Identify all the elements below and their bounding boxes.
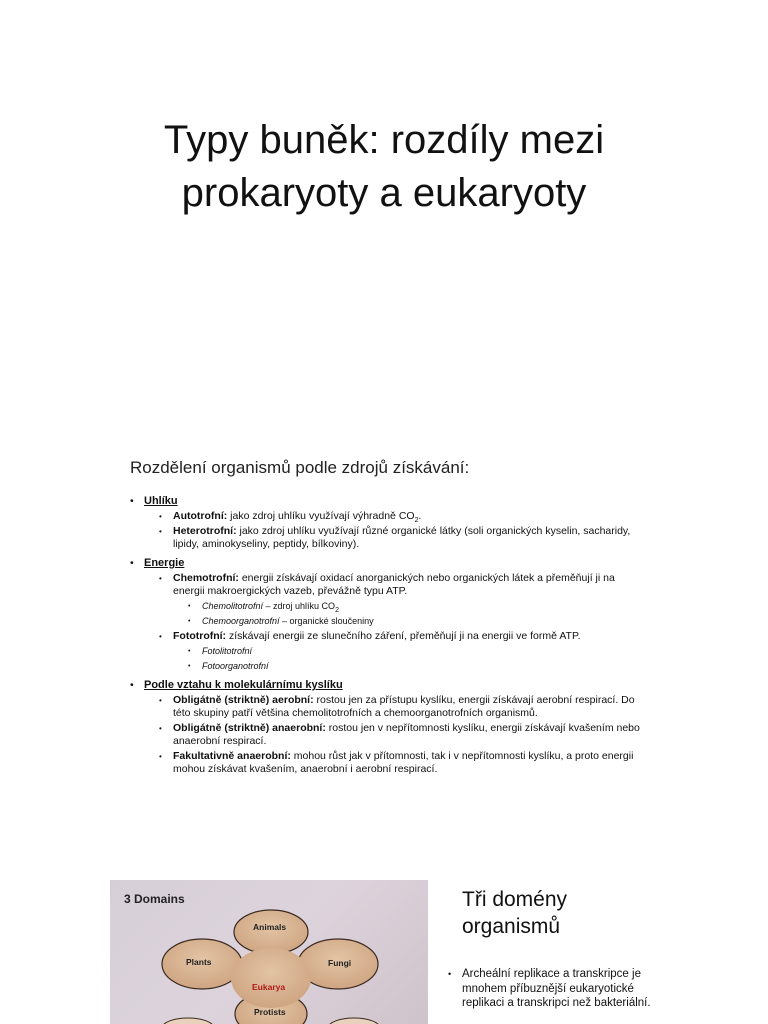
label-animals: Animals	[253, 922, 287, 932]
list-item-aerobni	[128, 694, 648, 720]
label-fungi: Fungi	[328, 958, 352, 968]
list-item-fotoorganotrofni	[128, 660, 648, 673]
petal-lower-right	[328, 1018, 380, 1024]
definition: – zdroj uhlíku CO	[263, 601, 336, 611]
bullet-icon: •	[159, 724, 162, 733]
list-item-fotolitotrofni	[128, 645, 648, 658]
bullet-icon: •	[130, 495, 134, 507]
definition: energii získávají oxidací anorganických nebo organických látek a přeměňují ji na energii makroergických vazeb, převážně typu ATP.	[173, 572, 615, 597]
term: Heterotrofní:	[173, 525, 237, 537]
slide-title-line-2: prokaryoty a eukaryoty	[181, 171, 587, 215]
list-item-energy	[128, 557, 648, 570]
petal-animals	[234, 910, 308, 954]
list-item-chemolitotrofni	[128, 600, 648, 613]
energy-label: Energie	[144, 557, 185, 569]
oxygen-label: Podle vztahu k molekulárnímu kyslíku	[144, 679, 343, 691]
definition: získávají energii ze slunečního záření, přeměňují ji na energii ve formě ATP.	[226, 630, 581, 642]
term: Fotoorganotrofní	[202, 661, 269, 671]
classification-heading: Rozdělení organismů podle zdrojů získávání:	[130, 458, 470, 477]
list-item-oxygen	[128, 679, 648, 692]
term: Chemoorganotrofní	[202, 616, 280, 626]
label-eukarya: Eukarya	[252, 982, 286, 992]
domains-heading-line-2: organismů	[462, 915, 561, 938]
list-item-fakultativne	[128, 750, 648, 776]
term: Obligátně (striktně) aerobní:	[173, 694, 314, 706]
bullet-icon: •	[448, 969, 452, 979]
list-item-fototrofni	[128, 630, 648, 643]
bullet-icon: •	[159, 527, 162, 536]
punct: .	[418, 510, 422, 522]
bullet-icon: •	[188, 663, 191, 670]
list-item-heterotrofni	[128, 525, 648, 551]
domains-bullet-text: Archeální replikace a transkripce je mnohem příbuznější eukaryotické replikaci a transkripci než bakteriální.	[462, 968, 651, 1009]
carbon-label: Uhlíku	[144, 495, 178, 507]
bullet-icon: •	[159, 632, 162, 641]
list-item-anaerobni	[128, 722, 648, 748]
list-item-autotrofni	[128, 510, 648, 523]
domains-heading	[462, 886, 742, 940]
subscript: 2	[414, 517, 419, 525]
bullet-icon: •	[188, 603, 191, 610]
bullet-icon: •	[159, 696, 162, 705]
definition: jako zdroj uhlíku využívají různé organické látky (soli organických kyselin, sacharidy, lipidy, aminokyseliny, peptidy, bílkoviny).	[173, 525, 631, 550]
term: Fakultativně anaerobní:	[173, 750, 291, 762]
definition: jako zdroj uhlíku využívají výhradně CO	[227, 510, 415, 522]
subscript: 2	[335, 606, 339, 614]
bullet-icon: •	[159, 574, 162, 583]
term: Fotolitotrofní	[202, 646, 253, 656]
bullet-icon: •	[188, 648, 191, 655]
label-protists: Protists	[254, 1007, 286, 1017]
three-domains-diagram	[110, 880, 428, 1024]
bullet-icon: •	[159, 752, 162, 761]
slide-title-line-1: Typy buněk: rozdíly mezi	[163, 118, 605, 162]
definition: rostou jen v nepřítomnosti kyslíku, energii získávají kvašením nebo anaerobní respirací.	[173, 722, 640, 747]
term: Autotrofní:	[173, 510, 228, 522]
flower-center	[231, 948, 311, 1008]
bullet-icon: •	[159, 512, 162, 521]
list-item-chemoorganotrofni	[128, 615, 648, 628]
list-item-chemotrofni	[128, 572, 648, 598]
definition: – organické sloučeniny	[279, 616, 374, 626]
list-item-carbon	[128, 495, 648, 508]
bullet-icon: •	[130, 679, 134, 691]
classification-list	[128, 495, 648, 776]
term: Chemotrofní:	[173, 572, 239, 584]
petal-lower-left	[162, 1018, 214, 1024]
bullet-icon: •	[130, 557, 134, 569]
domains-bullet	[448, 967, 662, 1011]
slide-title	[0, 114, 768, 220]
definition: mohou růst jak v přítomnosti, tak i v nepřítomnosti kyslíku, a proto energii mohou získávat kvašením, anaerobní i aerobní respirací.	[173, 750, 634, 775]
term: Fototrofní:	[173, 630, 227, 642]
term: Obligátně (striktně) anaerobní:	[173, 722, 326, 734]
definition: rostou jen za přístupu kyslíku, energii získávají aerobní respirací. Do této skupiny patří většina chemolitotrofních a chemoorganotrofních organismů.	[173, 694, 635, 719]
label-plants: Plants	[186, 957, 212, 967]
diagram-title: 3 Domains	[124, 892, 185, 906]
domains-heading-line-1: Tři domény	[462, 888, 568, 911]
term: Chemolitotrofní	[202, 601, 264, 611]
bullet-icon: •	[188, 618, 191, 625]
